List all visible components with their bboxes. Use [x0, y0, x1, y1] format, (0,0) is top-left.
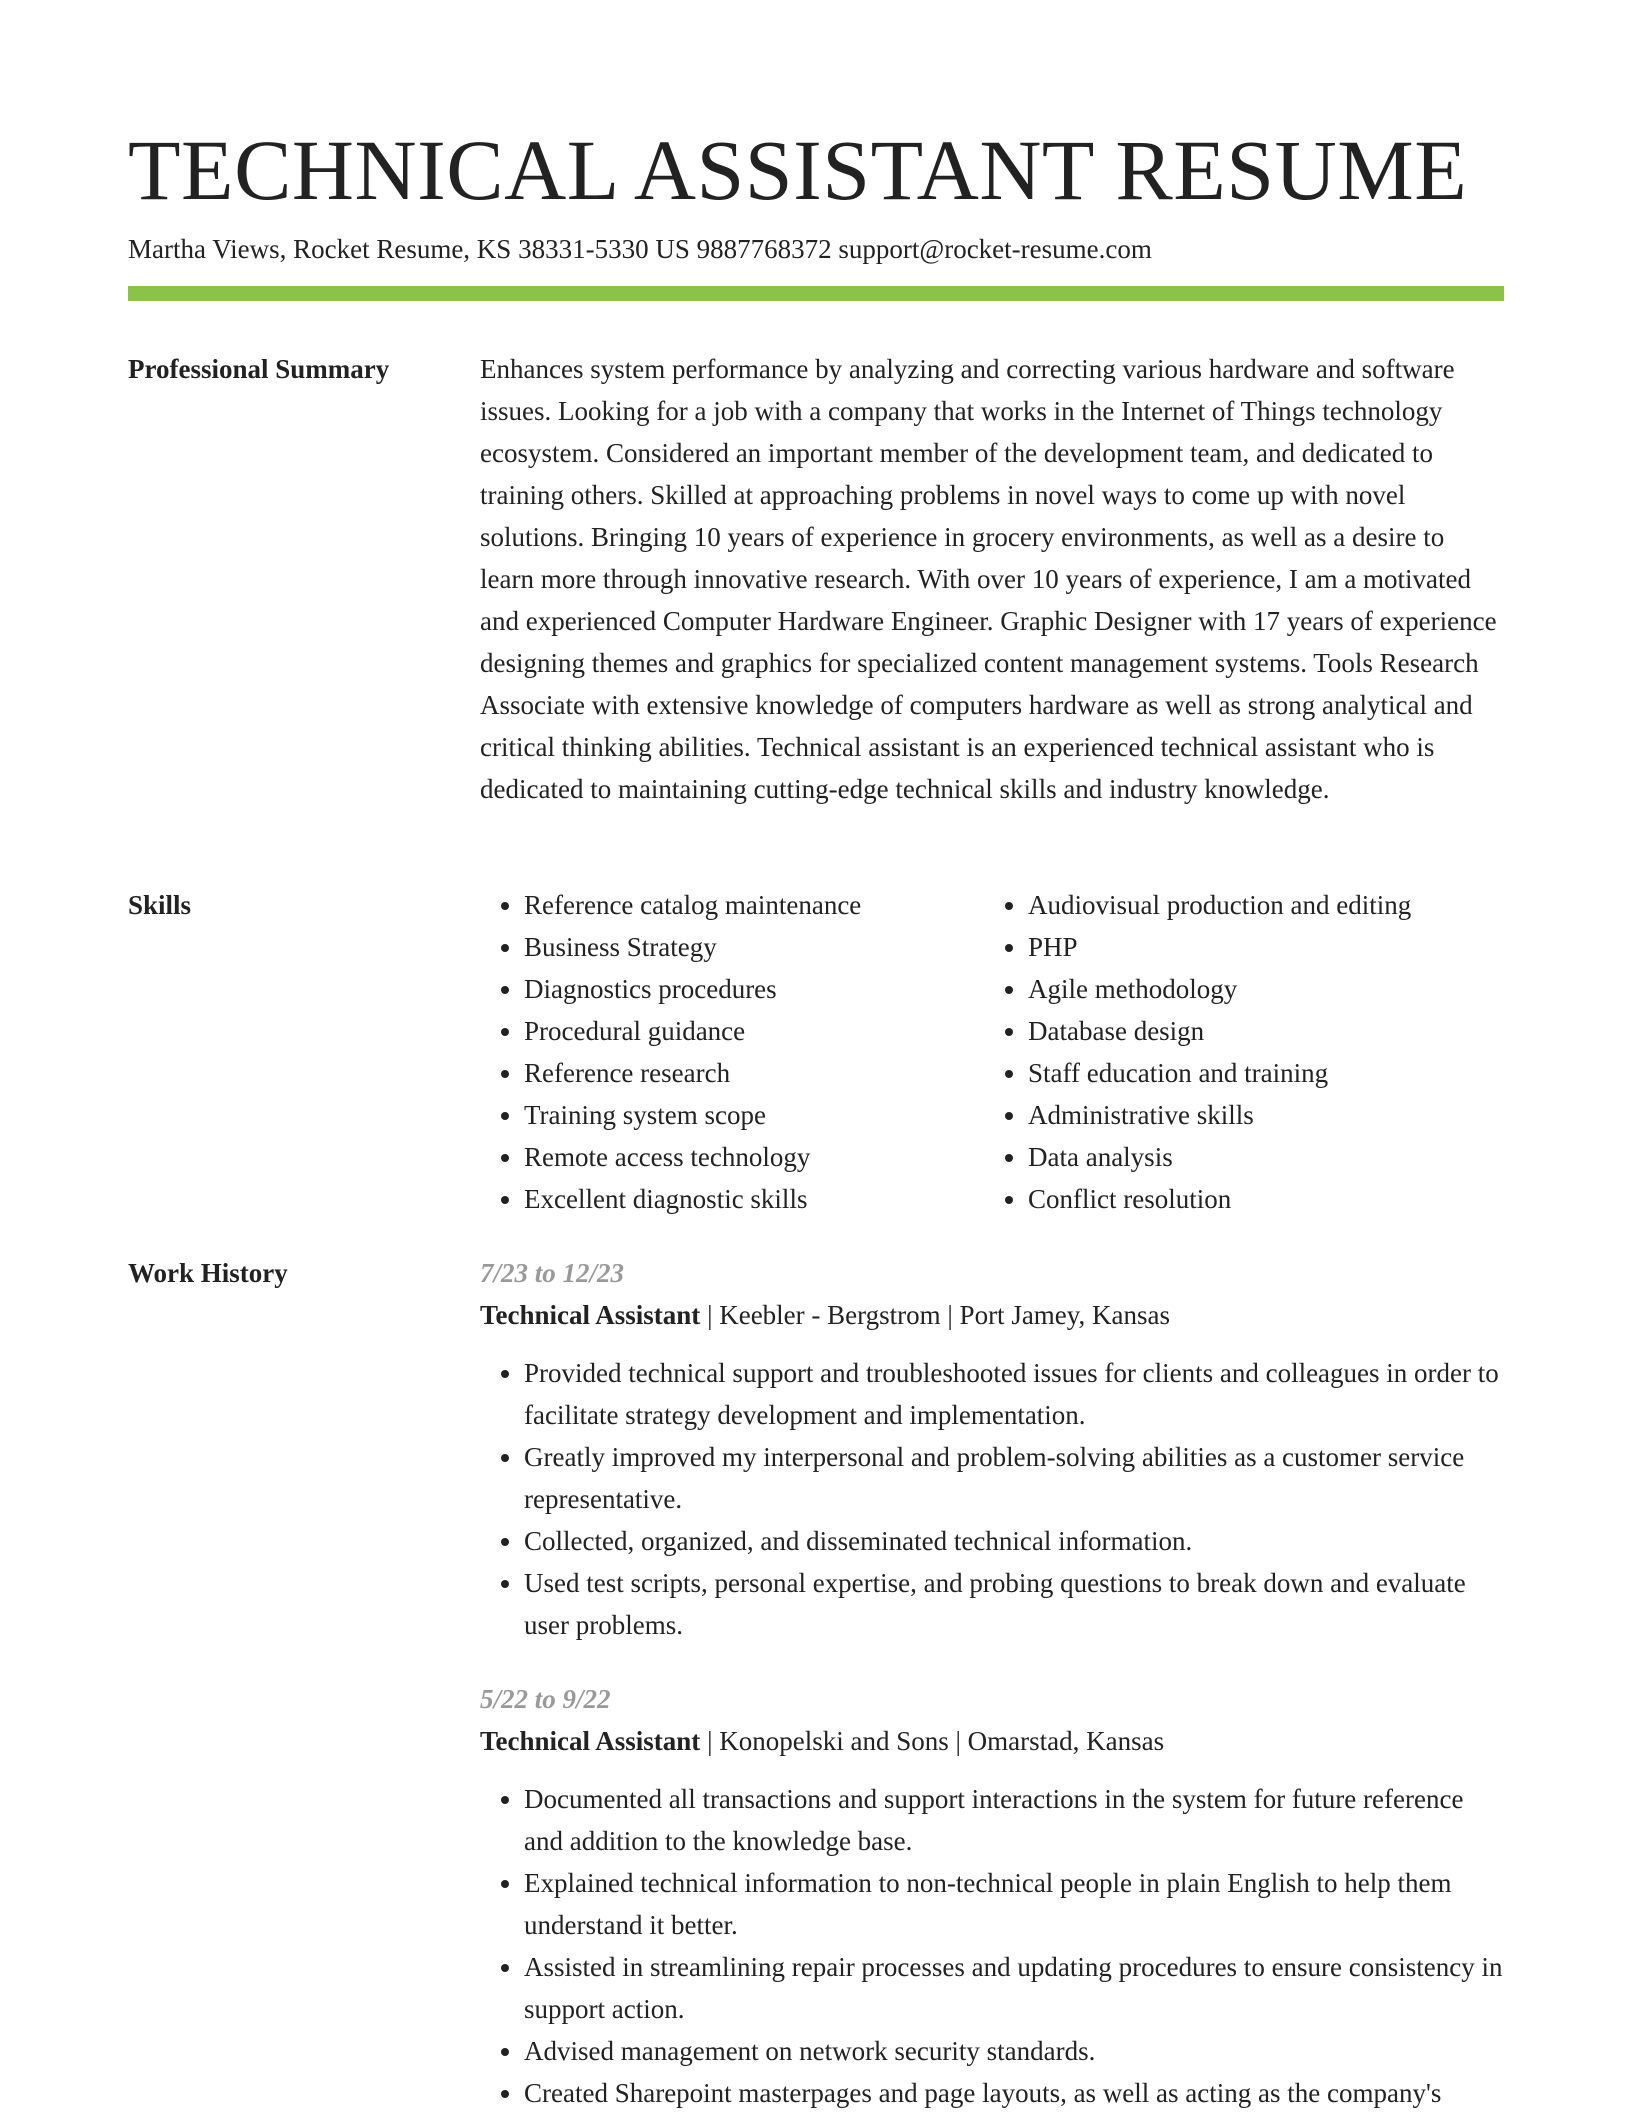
skill-item: • Training system scope	[524, 1094, 861, 1136]
summary-label: Professional Summary	[128, 354, 390, 384]
job-title: Technical Assistant	[480, 1726, 701, 1756]
accent-divider	[128, 286, 1504, 301]
skill-item: • Business Strategy	[524, 926, 861, 968]
skill-item: • Staff education and training	[1028, 1052, 1411, 1094]
job-entry	[480, 1678, 1504, 2114]
skill-item: • Reference catalog maintenance	[524, 884, 861, 926]
skills-body	[480, 884, 1504, 1220]
job-bullet: • Advised management on network security standards.	[524, 2030, 1504, 2072]
job-entry	[480, 1252, 1504, 1646]
contact-line: Martha Views, Rocket Resume, KS 38331-5330 US 9887768372 support@rocket-resume.com	[128, 234, 1152, 264]
job-title: Technical Assistant	[480, 1300, 701, 1330]
skill-item: • Data analysis	[1028, 1136, 1411, 1178]
work-body	[480, 1252, 1504, 2114]
summary-text: Enhances system performance by analyzing and correcting various hardware and software issues. Looking for a job with a company that works in the Internet of Things technology ecosystem. Considered an important member of the development team, and dedicated to training others. Skilled at approaching problems in novel ways to come up with novel solutions. Bringing 10 years of experience in grocery environments, as well as a desire to learn more through innovative research. With over 10 years of experience, I am a motivated and experienced Computer Hardware Engineer. Graphic Designer with 17 years of experience designing themes and graphics for specialized content management systems. Tools Research Associate with extensive knowledge of computers hardware as well as strong analytical and critical thinking abilities. Technical assistant is an experienced technical assistant who is dedicated to maintaining cutting-edge technical skills and industry knowledge.	[480, 354, 1497, 804]
skill-item: • Agile methodology	[1028, 968, 1411, 1010]
job-bullet: • Documented all transactions and support interactions in the system for future reference and addition to the knowledge base.	[524, 1778, 1504, 1862]
job-bullet: • Provided technical support and troubleshooted issues for clients and colleagues in order to facilitate strategy development and implementation.	[524, 1352, 1504, 1436]
job-dates: 5/22 to 9/22	[480, 1684, 611, 1714]
skills-list-right	[984, 884, 1411, 1220]
job-bullet: • Greatly improved my interpersonal and problem-solving abilities as a customer service representative.	[524, 1436, 1504, 1520]
resume-title: TECHNICAL ASSISTANT RESUME	[128, 122, 1468, 218]
skill-item: • Diagnostics procedures	[524, 968, 861, 1010]
job-dates: 7/23 to 12/23	[480, 1258, 625, 1288]
skill-item: • Conflict resolution	[1028, 1178, 1411, 1220]
job-bullets	[480, 1352, 1504, 1646]
job-bullet: • Used test scripts, personal expertise, and probing questions to break down and evaluate user problems.	[524, 1562, 1504, 1646]
job-heading	[480, 1720, 1504, 1762]
job-heading	[480, 1294, 1504, 1336]
job-bullet: • Collected, organized, and disseminated technical information.	[524, 1520, 1504, 1562]
work-label: Work History	[128, 1258, 288, 1288]
job-bullet: • Explained technical information to non-technical people in plain English to help them understand it better.	[524, 1862, 1504, 1946]
skills-label: Skills	[128, 890, 192, 920]
skill-item: • Administrative skills	[1028, 1094, 1411, 1136]
job-bullet: • Created Sharepoint masterpages and page layouts, as well as acting as the company's	[524, 2072, 1504, 2114]
skill-item: • Audiovisual production and editing	[1028, 884, 1411, 926]
skill-item: • Procedural guidance	[524, 1010, 861, 1052]
job-bullet: • Assisted in streamlining repair processes and updating procedures to ensure consistency in support action.	[524, 1946, 1504, 2030]
skill-item: • Database design	[1028, 1010, 1411, 1052]
job-details: | Konopelski and Sons | Omarstad, Kansas	[700, 1726, 1165, 1756]
skill-item: • Excellent diagnostic skills	[524, 1178, 861, 1220]
summary-body	[480, 348, 1504, 810]
skill-item: • Remote access technology	[524, 1136, 861, 1178]
skill-item: • Reference research	[524, 1052, 861, 1094]
skills-list-left	[480, 884, 861, 1220]
skill-item: • PHP	[1028, 926, 1411, 968]
job-bullets	[480, 1778, 1504, 2114]
job-details: | Keebler - Bergstrom | Port Jamey, Kansas	[700, 1300, 1171, 1330]
